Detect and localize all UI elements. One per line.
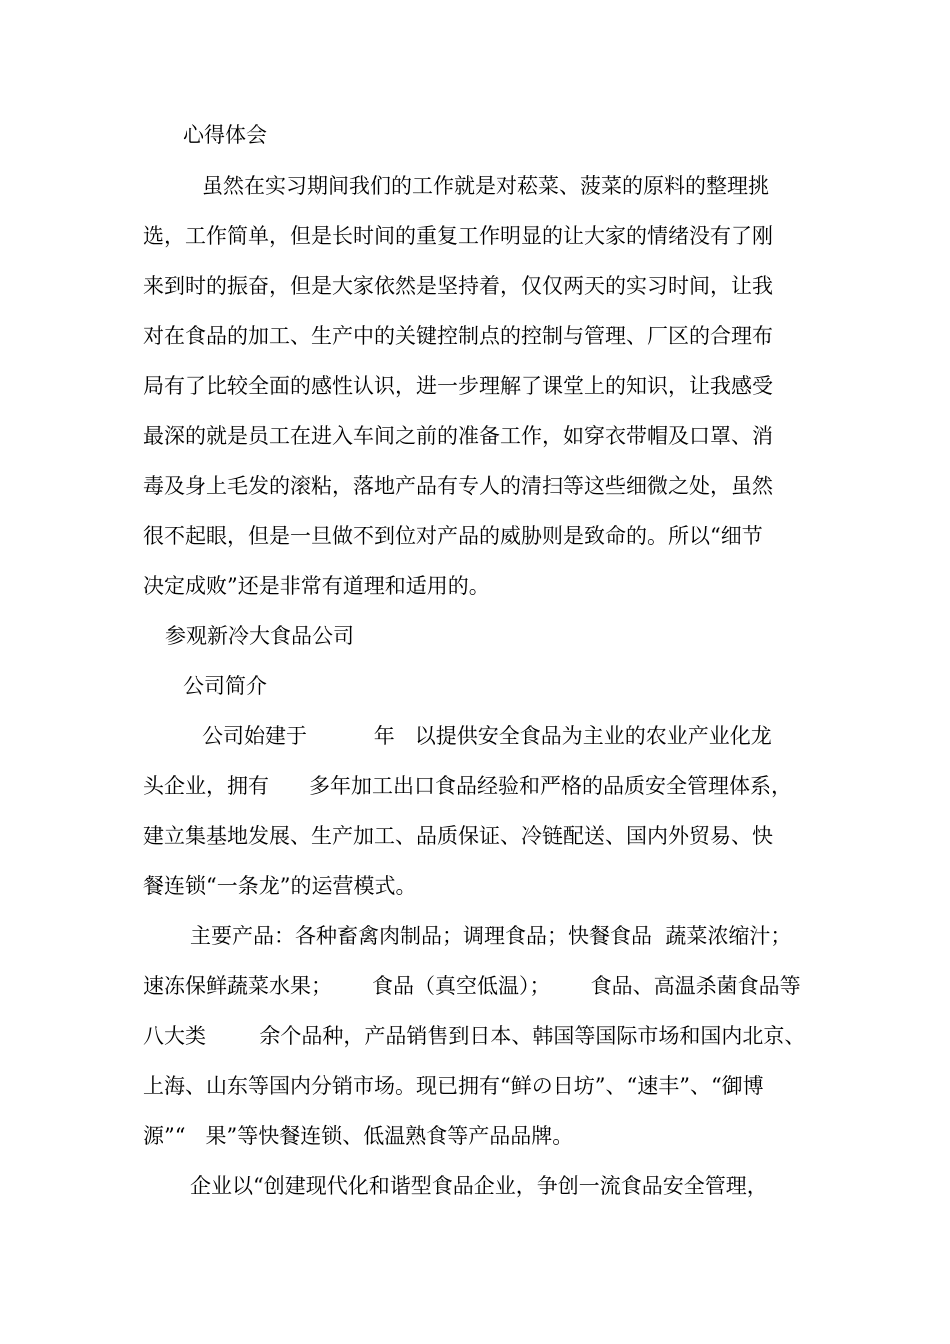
paragraph-line: 源”“ 果”等快餐连锁、低温熟食等产品品牌。: [143, 1124, 574, 1148]
paragraph-line: 企业以“创建现代化和谐型食品企业，争创一流食品安全管理，: [190, 1174, 768, 1198]
section-heading-visit: 参观新冷大食品公司: [165, 624, 354, 648]
paragraph-line: 建立集基地发展、生产加工、品质保证、冷链配送、国内外贸易、快: [143, 824, 773, 848]
paragraph-line: 来到时的振奋，但是大家依然是坚持着，仅仅两天的实习时间，让我: [143, 274, 773, 298]
paragraph-line: 速冻保鲜蔬菜水果； 食品（真空低温）； 食品、高温杀菌食品等: [143, 974, 801, 998]
paragraph-line: 公司始建于 年 以提供安全食品为主业的农业产业化龙: [202, 724, 772, 748]
paragraph-line: 局有了比较全面的感性认识，进一步理解了课堂上的知识，让我感受: [143, 374, 773, 398]
paragraph-line: 虽然在实习期间我们的工作就是对菘菜、菠菜的原料的整理挑: [202, 174, 769, 198]
paragraph-line: 上海、山东等国内分销市场。现已拥有“鲜の日坊”、“速丰”、“御博: [143, 1074, 764, 1098]
paragraph-line: 主要产品：各种畜禽肉制品；调理食品；快餐食品 蔬菜浓缩汁；: [190, 924, 792, 948]
paragraph-line: 选，工作简单，但是长时间的重复工作明显的让大家的情绪没有了刚: [143, 224, 773, 248]
paragraph-line: 决定成败”还是非常有道理和适用的。: [143, 574, 490, 598]
paragraph-line: 毒及身上毛发的滚粘，落地产品有专人的清扫等这些细微之处，虽然: [143, 474, 773, 498]
paragraph-line: 很不起眼，但是一旦做不到位对产品的威胁则是致命的。所以“细节: [143, 524, 763, 548]
paragraph-line: 头企业，拥有 多年加工出口食品经验和严格的品质安全管理体系，: [143, 774, 793, 798]
section-heading-company-intro: 公司简介: [183, 674, 267, 698]
paragraph-line: 餐连锁“一条龙”的运营模式。: [143, 874, 417, 898]
paragraph-line: 八大类 余个品种，产品销售到日本、韩国等国际市场和国内北京、: [143, 1024, 806, 1048]
paragraph-line: 最深的就是员工在进入车间之前的准备工作，如穿衣带帽及口罩、消: [143, 424, 773, 448]
section-heading-experience: 心得体会: [183, 123, 267, 147]
paragraph-line: 对在食品的加工、生产中的关键控制点的控制与管理、厂区的合理布: [143, 324, 773, 348]
